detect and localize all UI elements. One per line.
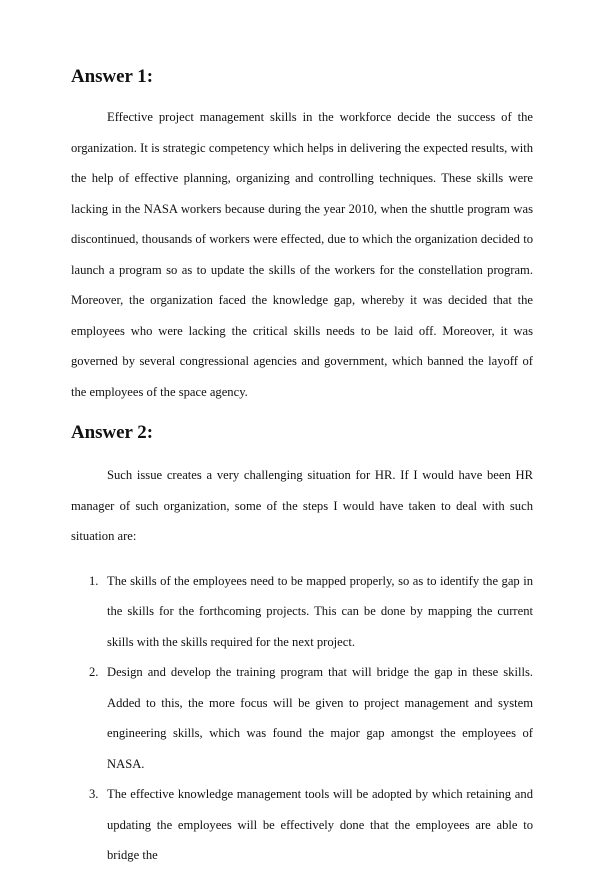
list-item-text: Design and develop the training program that will bridge the gap in these skills. Added to this, the more focus will be given to project management and system engineering skills, which was found the major gap amongst the employees of NASA. xyxy=(107,665,533,771)
list-item xyxy=(71,657,533,779)
list-item-number: 1. xyxy=(89,573,99,588)
document-body xyxy=(71,66,533,871)
answer-1-paragraph: Effective project management skills in the workforce decide the success of the organization. It is strategic competency which helps in delivering the expected results, with the help of effective planning, organizing and controlling techniques. These skills were lacking in the NASA workers because during the year 2010, when the shuttle program was discontinued, thousands of workers were effected, due to which the organization decided to launch a program so as to update the skills of the workers for the constellation program. Moreover, the organization faced the knowledge gap, whereby it was decided that the employees who were lacking the critical skills needs to be laid off. Moreover, it was governed by several congressional agencies and government, which banned the layoff of the employees of the space agency. xyxy=(71,110,533,399)
list-item-number: 3. xyxy=(89,787,99,801)
answer-1-heading: Answer 1: xyxy=(71,66,154,87)
answer-2-steps-list xyxy=(71,566,533,871)
list-item-text: The skills of the employees need to be mapped properly, so as to identify the gap in the skills for the forthcoming projects. This can be done by mapping the current skills with the skills required for the next project. xyxy=(107,573,533,649)
answer-2-heading: Answer 2: xyxy=(71,422,154,443)
list-item-text: The effective knowledge management tools will be adopted by which retaining and updating the employees will be effectively done that the employees are able to bridge the xyxy=(107,787,533,862)
list-item xyxy=(71,779,533,871)
list-item-number: 2. xyxy=(89,665,99,679)
answer-2-paragraph: Such issue creates a very challenging situation for HR. If I would have been HR manager of such organization, some of the steps I would have taken to deal with such situation are: xyxy=(71,468,533,543)
list-item xyxy=(71,566,533,658)
